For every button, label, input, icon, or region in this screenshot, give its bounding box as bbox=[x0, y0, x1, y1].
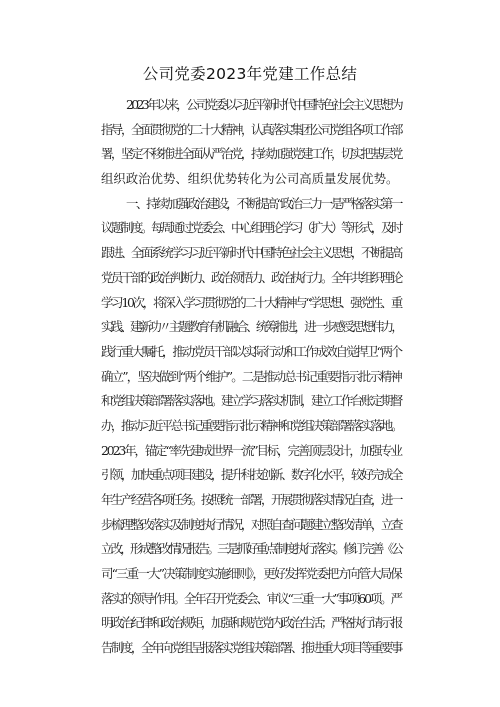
body-line: 2023年以来，公司党委以习近平新时代中国特色社会主义思想为 bbox=[126, 97, 401, 112]
body-line: 议题制度。每周通过党委会、中心组理论学习（扩大）等形式，及时 bbox=[101, 220, 401, 236]
body-line: 组织政治优势、组织优势转化为公司高质量发展优势。 bbox=[101, 171, 399, 187]
document-title: 公司党委2023年党建工作总结 bbox=[142, 65, 358, 83]
body-line: 步梳理整改落实及制度执行情况，对照自查问题建立整改清单，立查 bbox=[101, 516, 401, 532]
body-line: 落实的领导作用。全年召开党委会、审议“三重一大”事项60项。严 bbox=[101, 590, 401, 606]
body-line: 明政治纪律和政治规矩，加强和规范党内政治生活；严格执行请示报 bbox=[101, 615, 401, 631]
body-line: 党员干部的政治判断力、政治领悟力、政治执行力。全年共组织理论 bbox=[101, 269, 401, 285]
body-line: 年生产经营各项任务。按照统一部署，开展贯彻落实情况自查，进一 bbox=[101, 492, 401, 507]
body-line: 告制度，全年向党组呈报落实党组决策部署、推进重大项目等重要事 bbox=[101, 640, 401, 656]
body-line: 和党组决策部署落实落地。建立学习落实机制，建立工作台账定期督 bbox=[101, 393, 401, 409]
body-line: 司“三重一大”决策制度实施细则》，更好发挥党委把方向管大局保 bbox=[101, 566, 402, 582]
body-line: 立改，形成整改情况报告。三是抓好重点制度执行落实。修订完善《公 bbox=[101, 541, 402, 557]
document-body bbox=[101, 93, 401, 661]
body-line: 2023年，锚定“率先建成世界一流”目标，完善顶层设计，加强专业 bbox=[101, 442, 401, 458]
body-line: 实践、建新功〃主题教育有机融合、统筹推进，进一步感受思想伟力， bbox=[101, 319, 402, 335]
body-line: 学习10次，将深入学习贯彻党的二十大精神与“学思想、强党性、重 bbox=[101, 294, 402, 310]
body-line: 践行重大嘱托，推动党员干部以实际行动和工作成效自觉捍卫“两个 bbox=[101, 343, 401, 359]
body-line: 署，坚定不移推进全面从严治党，持续加强党建工作，切实把基层党 bbox=[101, 146, 401, 162]
body-line: 一、持续加强政治建设，不断提高“政治三力一是严格落实第一 bbox=[126, 195, 401, 211]
body-line: 办，推动习近平总书记重要指示批示精神和党组决策部署落实落地。 bbox=[101, 417, 401, 433]
body-line: 指导，全面贯彻党的二十大精神，认真落实集团公司党组各项工作部 bbox=[101, 121, 401, 137]
body-line: 确立”，坚决做到“两个维护”。二是推动总书记重要指示批示精神 bbox=[101, 368, 402, 384]
body-line: 引领，加快重点项目建设，提升科技创新、数字化水平，较好完成全 bbox=[101, 467, 401, 483]
body-line: 跟进、全面系统学习习近平新时代中国特色社会主义思想，不断提高 bbox=[101, 245, 401, 261]
